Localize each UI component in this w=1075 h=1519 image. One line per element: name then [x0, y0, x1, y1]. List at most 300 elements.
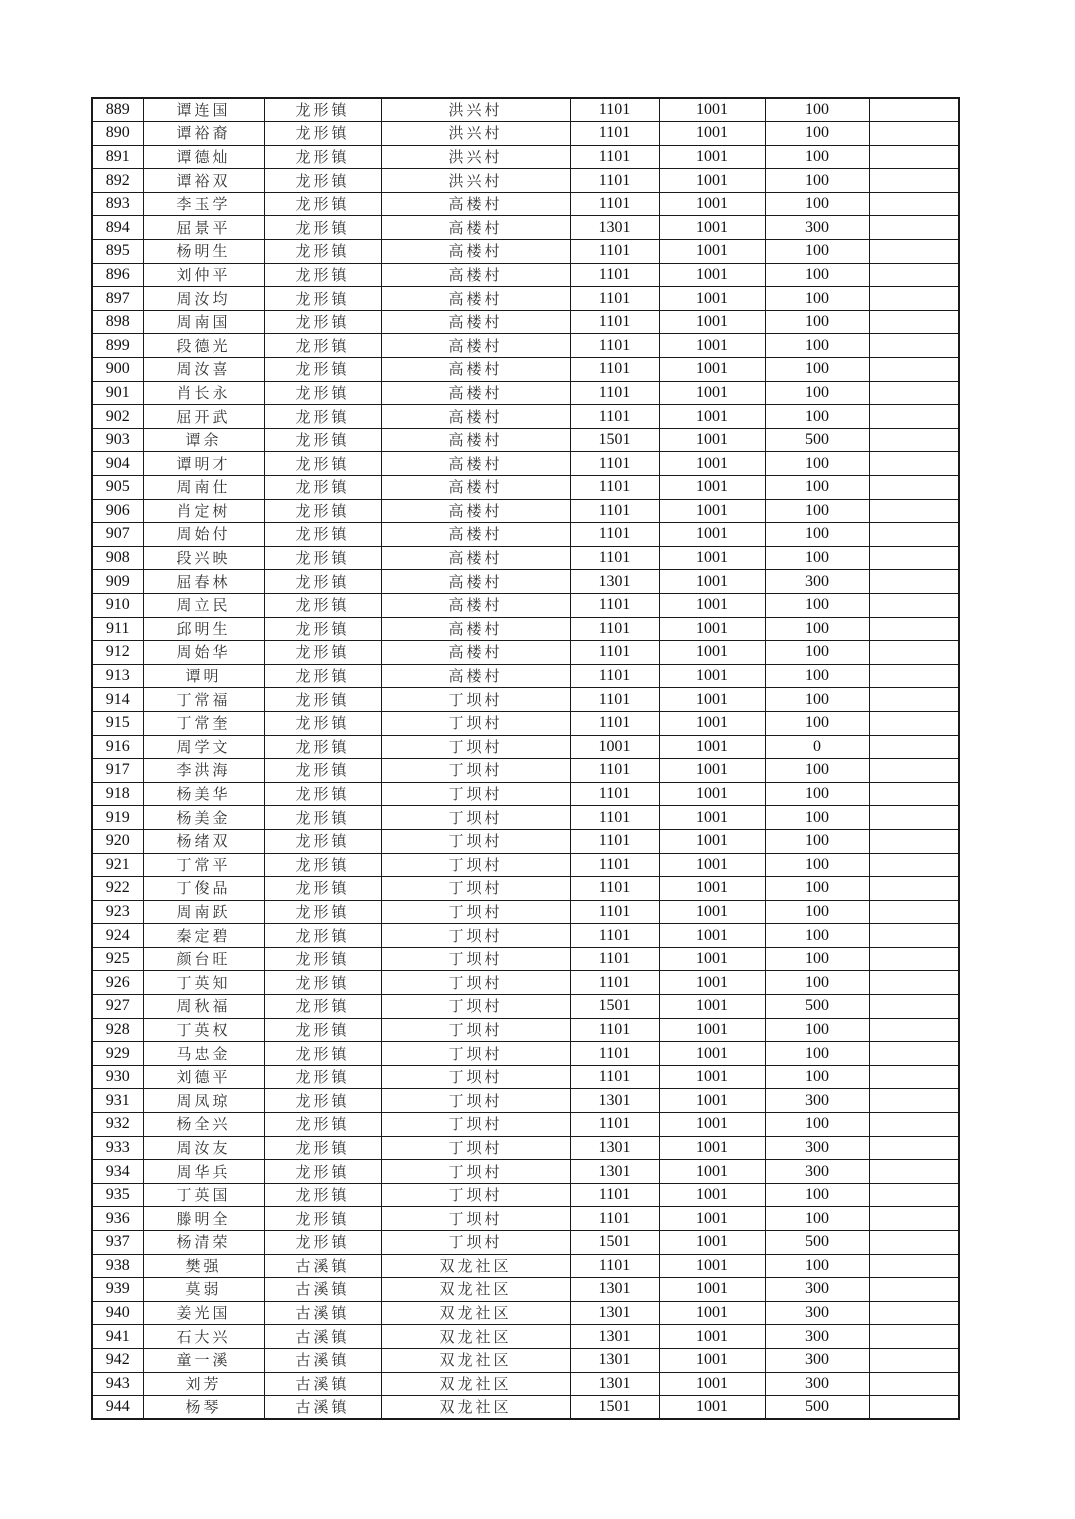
village-cell: 双龙社区 [381, 1301, 570, 1325]
village-cell: 高楼村 [381, 593, 570, 617]
table-row [92, 499, 959, 523]
note-cell [869, 1372, 959, 1396]
table-row [92, 664, 959, 688]
code1-cell: 1301 [570, 1301, 659, 1325]
village-cell: 丁坝村 [381, 1018, 570, 1042]
row-number-cell: 944 [92, 1396, 143, 1420]
town-cell: 古溪镇 [264, 1254, 381, 1278]
amount-cell: 100 [765, 711, 869, 735]
town-cell: 龙形镇 [264, 405, 381, 429]
note-cell [869, 664, 959, 688]
code1-cell: 1101 [570, 806, 659, 830]
table-row [92, 995, 959, 1019]
village-cell: 丁坝村 [381, 1113, 570, 1137]
town-cell: 龙形镇 [264, 806, 381, 830]
town-cell: 龙形镇 [264, 546, 381, 570]
name-cell: 丁常奎 [143, 711, 264, 735]
code2-cell: 1001 [659, 476, 765, 500]
code1-cell: 1301 [570, 1372, 659, 1396]
code1-cell: 1501 [570, 1396, 659, 1420]
amount-cell: 100 [765, 310, 869, 334]
amount-cell: 100 [765, 358, 869, 382]
town-cell: 龙形镇 [264, 263, 381, 287]
code2-cell: 1001 [659, 853, 765, 877]
code1-cell: 1301 [570, 216, 659, 240]
note-cell [869, 240, 959, 264]
code1-cell: 1101 [570, 1018, 659, 1042]
note-cell [869, 358, 959, 382]
note-cell [869, 711, 959, 735]
table-row [92, 947, 959, 971]
row-number-cell: 938 [92, 1254, 143, 1278]
code2-cell: 1001 [659, 240, 765, 264]
code2-cell: 1001 [659, 782, 765, 806]
table-row [92, 358, 959, 382]
amount-cell: 300 [765, 1278, 869, 1302]
code2-cell: 1001 [659, 711, 765, 735]
name-cell: 丁英国 [143, 1183, 264, 1207]
code1-cell: 1101 [570, 688, 659, 712]
table-row [92, 735, 959, 759]
row-number-cell: 909 [92, 570, 143, 594]
amount-cell: 300 [765, 1089, 869, 1113]
village-cell: 高楼村 [381, 546, 570, 570]
code1-cell: 1301 [570, 1278, 659, 1302]
row-number-cell: 929 [92, 1042, 143, 1066]
note-cell [869, 452, 959, 476]
town-cell: 龙形镇 [264, 358, 381, 382]
name-cell: 杨全兴 [143, 1113, 264, 1137]
town-cell: 龙形镇 [264, 334, 381, 358]
amount-cell: 100 [765, 829, 869, 853]
code1-cell: 1101 [570, 641, 659, 665]
town-cell: 龙形镇 [264, 735, 381, 759]
town-cell: 龙形镇 [264, 641, 381, 665]
note-cell [869, 405, 959, 429]
name-cell: 周华兵 [143, 1160, 264, 1184]
code2-cell: 1001 [659, 122, 765, 146]
amount-cell: 500 [765, 428, 869, 452]
town-cell: 龙形镇 [264, 145, 381, 169]
code2-cell: 1001 [659, 1372, 765, 1396]
amount-cell: 300 [765, 1372, 869, 1396]
table-row [92, 1089, 959, 1113]
note-cell [869, 310, 959, 334]
table-row [92, 806, 959, 830]
code1-cell: 1101 [570, 664, 659, 688]
amount-cell: 100 [765, 546, 869, 570]
town-cell: 龙形镇 [264, 853, 381, 877]
name-cell: 屈春林 [143, 570, 264, 594]
code1-cell: 1101 [570, 546, 659, 570]
village-cell: 高楼村 [381, 570, 570, 594]
name-cell: 杨绪双 [143, 829, 264, 853]
note-cell [869, 829, 959, 853]
name-cell: 谭德灿 [143, 145, 264, 169]
name-cell: 肖定树 [143, 499, 264, 523]
name-cell: 秦定碧 [143, 924, 264, 948]
code1-cell: 1501 [570, 1231, 659, 1255]
code1-cell: 1101 [570, 1183, 659, 1207]
amount-cell: 100 [765, 169, 869, 193]
table-row [92, 617, 959, 641]
town-cell: 龙形镇 [264, 1089, 381, 1113]
village-cell: 高楼村 [381, 641, 570, 665]
code1-cell: 1101 [570, 310, 659, 334]
code2-cell: 1001 [659, 523, 765, 547]
note-cell [869, 1183, 959, 1207]
town-cell: 龙形镇 [264, 240, 381, 264]
name-cell: 段兴映 [143, 546, 264, 570]
code1-cell: 1501 [570, 428, 659, 452]
code1-cell: 1101 [570, 853, 659, 877]
code2-cell: 1001 [659, 381, 765, 405]
amount-cell: 100 [765, 641, 869, 665]
amount-cell: 100 [765, 806, 869, 830]
table-row [92, 216, 959, 240]
village-cell: 丁坝村 [381, 829, 570, 853]
code2-cell: 1001 [659, 428, 765, 452]
code1-cell: 1101 [570, 924, 659, 948]
village-cell: 丁坝村 [381, 1089, 570, 1113]
village-cell: 高楼村 [381, 310, 570, 334]
table-row [92, 1348, 959, 1372]
table-row [92, 1042, 959, 1066]
code1-cell: 1101 [570, 782, 659, 806]
code2-cell: 1001 [659, 900, 765, 924]
code1-cell: 1101 [570, 381, 659, 405]
note-cell [869, 877, 959, 901]
name-cell: 丁英权 [143, 1018, 264, 1042]
table-row [92, 1254, 959, 1278]
row-number-cell: 942 [92, 1348, 143, 1372]
amount-cell: 300 [765, 1348, 869, 1372]
name-cell: 周南国 [143, 310, 264, 334]
amount-cell: 100 [765, 1183, 869, 1207]
town-cell: 龙形镇 [264, 192, 381, 216]
code1-cell: 1101 [570, 145, 659, 169]
name-cell: 周凤琼 [143, 1089, 264, 1113]
code1-cell: 1101 [570, 98, 659, 122]
name-cell: 谭裕裔 [143, 122, 264, 146]
town-cell: 龙形镇 [264, 664, 381, 688]
table-row [92, 1136, 959, 1160]
town-cell: 龙形镇 [264, 1136, 381, 1160]
town-cell: 龙形镇 [264, 971, 381, 995]
code1-cell: 1101 [570, 1254, 659, 1278]
amount-cell: 100 [765, 381, 869, 405]
amount-cell: 100 [765, 1018, 869, 1042]
table-body [92, 98, 959, 1419]
code2-cell: 1001 [659, 829, 765, 853]
note-cell [869, 1396, 959, 1420]
village-cell: 丁坝村 [381, 900, 570, 924]
row-number-cell: 926 [92, 971, 143, 995]
code2-cell: 1001 [659, 334, 765, 358]
row-number-cell: 912 [92, 641, 143, 665]
amount-cell: 100 [765, 122, 869, 146]
note-cell [869, 759, 959, 783]
name-cell: 屈开武 [143, 405, 264, 429]
town-cell: 龙形镇 [264, 122, 381, 146]
town-cell: 古溪镇 [264, 1278, 381, 1302]
note-cell [869, 428, 959, 452]
code2-cell: 1001 [659, 310, 765, 334]
table-row [92, 1160, 959, 1184]
town-cell: 龙形镇 [264, 169, 381, 193]
table-row [92, 263, 959, 287]
village-cell: 高楼村 [381, 664, 570, 688]
amount-cell: 100 [765, 98, 869, 122]
name-cell: 谭裕双 [143, 169, 264, 193]
village-cell: 丁坝村 [381, 1065, 570, 1089]
row-number-cell: 925 [92, 947, 143, 971]
note-cell [869, 806, 959, 830]
table-row [92, 1278, 959, 1302]
code1-cell: 1101 [570, 287, 659, 311]
row-number-cell: 908 [92, 546, 143, 570]
row-number-cell: 911 [92, 617, 143, 641]
table-row [92, 287, 959, 311]
village-cell: 洪兴村 [381, 169, 570, 193]
note-cell [869, 499, 959, 523]
note-cell [869, 900, 959, 924]
village-cell: 高楼村 [381, 334, 570, 358]
code2-cell: 1001 [659, 1065, 765, 1089]
town-cell: 龙形镇 [264, 711, 381, 735]
name-cell: 谭余 [143, 428, 264, 452]
row-number-cell: 903 [92, 428, 143, 452]
row-number-cell: 930 [92, 1065, 143, 1089]
row-number-cell: 907 [92, 523, 143, 547]
amount-cell: 100 [765, 499, 869, 523]
village-cell: 丁坝村 [381, 1160, 570, 1184]
code2-cell: 1001 [659, 806, 765, 830]
name-cell: 颜台旺 [143, 947, 264, 971]
amount-cell: 300 [765, 1160, 869, 1184]
row-number-cell: 922 [92, 877, 143, 901]
table-row [92, 1065, 959, 1089]
row-number-cell: 915 [92, 711, 143, 735]
code1-cell: 1101 [570, 617, 659, 641]
amount-cell: 500 [765, 1231, 869, 1255]
code2-cell: 1001 [659, 971, 765, 995]
row-number-cell: 906 [92, 499, 143, 523]
amount-cell: 100 [765, 947, 869, 971]
amount-cell: 100 [765, 593, 869, 617]
note-cell [869, 216, 959, 240]
code2-cell: 1001 [659, 287, 765, 311]
name-cell: 丁英知 [143, 971, 264, 995]
village-cell: 丁坝村 [381, 971, 570, 995]
town-cell: 龙形镇 [264, 1183, 381, 1207]
amount-cell: 300 [765, 1325, 869, 1349]
note-cell [869, 617, 959, 641]
amount-cell: 100 [765, 877, 869, 901]
note-cell [869, 381, 959, 405]
amount-cell: 100 [765, 900, 869, 924]
row-number-cell: 935 [92, 1183, 143, 1207]
town-cell: 古溪镇 [264, 1396, 381, 1420]
code1-cell: 1101 [570, 1113, 659, 1137]
name-cell: 谭连国 [143, 98, 264, 122]
note-cell [869, 1207, 959, 1231]
town-cell: 龙形镇 [264, 924, 381, 948]
note-cell [869, 1042, 959, 1066]
code1-cell: 1101 [570, 1065, 659, 1089]
row-number-cell: 913 [92, 664, 143, 688]
code1-cell: 1101 [570, 263, 659, 287]
row-number-cell: 895 [92, 240, 143, 264]
village-cell: 双龙社区 [381, 1372, 570, 1396]
table-row [92, 1183, 959, 1207]
row-number-cell: 889 [92, 98, 143, 122]
village-cell: 高楼村 [381, 428, 570, 452]
code2-cell: 1001 [659, 216, 765, 240]
note-cell [869, 1278, 959, 1302]
village-cell: 洪兴村 [381, 145, 570, 169]
amount-cell: 100 [765, 334, 869, 358]
village-cell: 丁坝村 [381, 1136, 570, 1160]
amount-cell: 100 [765, 1113, 869, 1137]
code1-cell: 1301 [570, 1089, 659, 1113]
table-row [92, 381, 959, 405]
amount-cell: 100 [765, 240, 869, 264]
code2-cell: 1001 [659, 1136, 765, 1160]
row-number-cell: 936 [92, 1207, 143, 1231]
code1-cell: 1101 [570, 122, 659, 146]
name-cell: 周南仕 [143, 476, 264, 500]
amount-cell: 100 [765, 263, 869, 287]
note-cell [869, 122, 959, 146]
table-row [92, 1018, 959, 1042]
note-cell [869, 570, 959, 594]
code2-cell: 1001 [659, 617, 765, 641]
row-number-cell: 904 [92, 452, 143, 476]
note-cell [869, 546, 959, 570]
code2-cell: 1001 [659, 877, 765, 901]
name-cell: 杨琴 [143, 1396, 264, 1420]
row-number-cell: 934 [92, 1160, 143, 1184]
row-number-cell: 920 [92, 829, 143, 853]
amount-cell: 500 [765, 1396, 869, 1420]
note-cell [869, 1254, 959, 1278]
village-cell: 丁坝村 [381, 688, 570, 712]
amount-cell: 100 [765, 1254, 869, 1278]
village-cell: 高楼村 [381, 523, 570, 547]
name-cell: 莫弱 [143, 1278, 264, 1302]
code2-cell: 1001 [659, 1207, 765, 1231]
amount-cell: 100 [765, 617, 869, 641]
table-row [92, 711, 959, 735]
code1-cell: 1101 [570, 593, 659, 617]
row-number-cell: 933 [92, 1136, 143, 1160]
name-cell: 周始华 [143, 641, 264, 665]
town-cell: 龙形镇 [264, 829, 381, 853]
town-cell: 龙形镇 [264, 688, 381, 712]
town-cell: 古溪镇 [264, 1372, 381, 1396]
town-cell: 龙形镇 [264, 287, 381, 311]
town-cell: 龙形镇 [264, 782, 381, 806]
table-row [92, 853, 959, 877]
amount-cell: 100 [765, 759, 869, 783]
note-cell [869, 735, 959, 759]
code2-cell: 1001 [659, 1089, 765, 1113]
code1-cell: 1301 [570, 570, 659, 594]
table-row [92, 476, 959, 500]
town-cell: 龙形镇 [264, 452, 381, 476]
name-cell: 丁常平 [143, 853, 264, 877]
code2-cell: 1001 [659, 759, 765, 783]
town-cell: 龙形镇 [264, 900, 381, 924]
row-number-cell: 941 [92, 1325, 143, 1349]
village-cell: 高楼村 [381, 192, 570, 216]
row-number-cell: 917 [92, 759, 143, 783]
row-number-cell: 892 [92, 169, 143, 193]
name-cell: 杨美华 [143, 782, 264, 806]
village-cell: 高楼村 [381, 452, 570, 476]
table-row [92, 971, 959, 995]
note-cell [869, 1325, 959, 1349]
name-cell: 李洪海 [143, 759, 264, 783]
village-cell: 双龙社区 [381, 1254, 570, 1278]
amount-cell: 100 [765, 452, 869, 476]
town-cell: 龙形镇 [264, 947, 381, 971]
note-cell [869, 145, 959, 169]
village-cell: 高楼村 [381, 476, 570, 500]
town-cell: 龙形镇 [264, 759, 381, 783]
table-row [92, 1231, 959, 1255]
note-cell [869, 1301, 959, 1325]
note-cell [869, 1065, 959, 1089]
code2-cell: 1001 [659, 1042, 765, 1066]
note-cell [869, 98, 959, 122]
code1-cell: 1101 [570, 499, 659, 523]
code1-cell: 1101 [570, 169, 659, 193]
name-cell: 刘芳 [143, 1372, 264, 1396]
note-cell [869, 334, 959, 358]
village-cell: 高楼村 [381, 240, 570, 264]
amount-cell: 100 [765, 688, 869, 712]
code1-cell: 1101 [570, 829, 659, 853]
table-row [92, 688, 959, 712]
row-number-cell: 898 [92, 310, 143, 334]
name-cell: 杨清荣 [143, 1231, 264, 1255]
code2-cell: 1001 [659, 1231, 765, 1255]
note-cell [869, 1160, 959, 1184]
note-cell [869, 192, 959, 216]
table-row [92, 1113, 959, 1137]
name-cell: 刘仲平 [143, 263, 264, 287]
town-cell: 龙形镇 [264, 523, 381, 547]
note-cell [869, 287, 959, 311]
row-number-cell: 931 [92, 1089, 143, 1113]
code2-cell: 1001 [659, 1254, 765, 1278]
note-cell [869, 641, 959, 665]
row-number-cell: 919 [92, 806, 143, 830]
row-number-cell: 894 [92, 216, 143, 240]
note-cell [869, 1136, 959, 1160]
town-cell: 古溪镇 [264, 1301, 381, 1325]
table-row [92, 1301, 959, 1325]
town-cell: 龙形镇 [264, 1160, 381, 1184]
code1-cell: 1301 [570, 1160, 659, 1184]
town-cell: 龙形镇 [264, 1018, 381, 1042]
code1-cell: 1301 [570, 1348, 659, 1372]
code2-cell: 1001 [659, 1018, 765, 1042]
amount-cell: 300 [765, 570, 869, 594]
name-cell: 周秋福 [143, 995, 264, 1019]
